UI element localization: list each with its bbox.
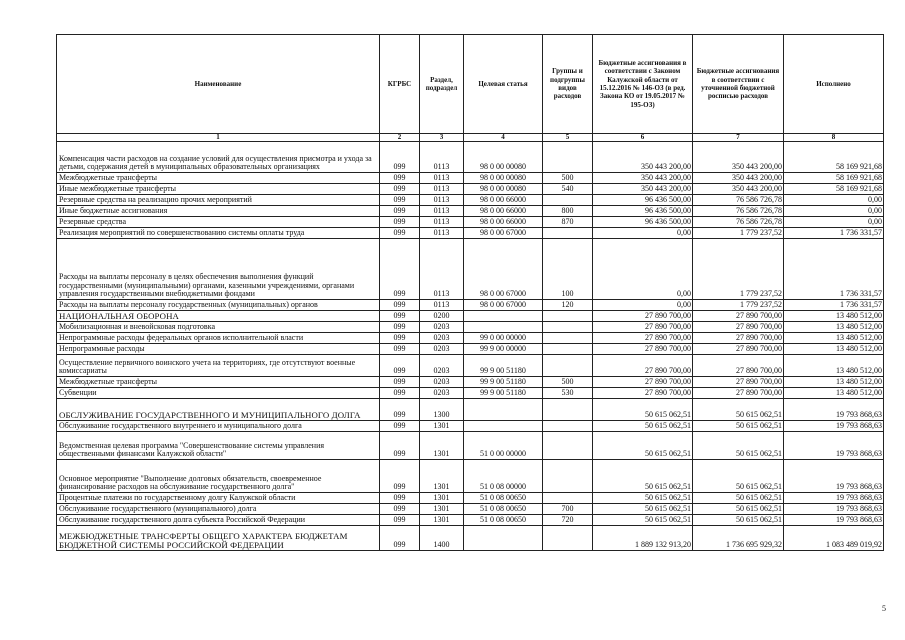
row-executed: 19 793 868,63 [784, 432, 884, 460]
row-name: МЕЖБЮДЖЕТНЫЕ ТРАНСФЕРТЫ ОБЩЕГО ХАРАКТЕРА БЮДЖЕТАМ БЮДЖЕТНОЙ СИСТЕМЫ РОССИЙСКОЙ ФЕДЕРАЦИИ [57, 526, 380, 551]
row-budget-refined: 27 890 700,00 [693, 333, 784, 344]
row-executed: 1 736 331,57 [784, 239, 884, 300]
table-row [57, 493, 884, 504]
table-row [57, 173, 884, 184]
row-name: Непрограммные расходы федеральных органов исполнительной власти [57, 333, 380, 344]
row-kgrbs: 099 [380, 173, 420, 184]
row-kgrbs: 099 [380, 377, 420, 388]
row-budget-law: 50 615 062,51 [593, 493, 693, 504]
col-header-name: Наименование [57, 35, 380, 134]
row-executed: 13 480 512,00 [784, 333, 884, 344]
row-kgrbs: 099 [380, 206, 420, 217]
row-name: Межбюджетные трансферты [57, 173, 380, 184]
row-section: 0203 [420, 333, 464, 344]
row-target: 98 0 00 66000 [464, 195, 543, 206]
row-budget-law: 350 443 200,00 [593, 173, 693, 184]
row-name: Процентные платежи по государственному долгу Калужской области [57, 493, 380, 504]
row-name: Ведомственная целевая программа "Совершенствование системы управления общественными финансами Калужской области" [57, 432, 380, 460]
row-budget-refined: 350 443 200,00 [693, 184, 784, 195]
row-budget-refined: 27 890 700,00 [693, 388, 784, 399]
row-target: 51 0 08 00000 [464, 460, 543, 493]
row-budget-law: 350 443 200,00 [593, 142, 693, 173]
row-kgrbs: 099 [380, 300, 420, 311]
row-target [464, 399, 543, 421]
table-row [57, 515, 884, 526]
row-group [543, 322, 593, 333]
row-executed: 0,00 [784, 206, 884, 217]
table-row [57, 355, 884, 377]
table-row [57, 300, 884, 311]
row-budget-refined: 50 615 062,51 [693, 399, 784, 421]
row-budget-refined: 27 890 700,00 [693, 377, 784, 388]
row-group [543, 344, 593, 355]
column-number: 2 [380, 134, 420, 142]
row-name: НАЦИОНАЛЬНАЯ ОБОРОНА [57, 311, 380, 322]
row-target: 98 0 00 00080 [464, 184, 543, 195]
row-executed: 0,00 [784, 217, 884, 228]
row-budget-refined: 27 890 700,00 [693, 322, 784, 333]
row-budget-law: 96 436 500,00 [593, 195, 693, 206]
table-row [57, 206, 884, 217]
row-section: 0203 [420, 377, 464, 388]
table-row [57, 526, 884, 551]
row-budget-law: 96 436 500,00 [593, 217, 693, 228]
row-section: 0203 [420, 322, 464, 333]
row-section: 0113 [420, 300, 464, 311]
row-section: 0113 [420, 206, 464, 217]
row-group: 720 [543, 515, 593, 526]
row-section: 0113 [420, 142, 464, 173]
col-header-target: Целевая статья [464, 35, 543, 134]
row-budget-refined: 1 779 237,52 [693, 228, 784, 239]
column-number: 1 [57, 134, 380, 142]
row-group: 500 [543, 377, 593, 388]
row-name: Резервные средства [57, 217, 380, 228]
row-kgrbs: 099 [380, 142, 420, 173]
row-budget-law: 50 615 062,51 [593, 432, 693, 460]
row-kgrbs: 099 [380, 239, 420, 300]
row-kgrbs: 099 [380, 355, 420, 377]
col-header-budget-law: Бюджетные ассигнования в соответствии с Законом Калужской области от 15.12.2016 № 146-ОЗ (в ред. Закона КО от 19.05.2017 № 195-ОЗ) [593, 35, 693, 134]
row-group [543, 493, 593, 504]
row-group [543, 311, 593, 322]
row-executed: 13 480 512,00 [784, 322, 884, 333]
table-row [57, 239, 884, 300]
row-executed: 13 480 512,00 [784, 388, 884, 399]
row-executed: 0,00 [784, 195, 884, 206]
row-budget-refined: 350 443 200,00 [693, 173, 784, 184]
row-name: Мобилизационная и вневойсковая подготовка [57, 322, 380, 333]
row-budget-law: 27 890 700,00 [593, 322, 693, 333]
row-section: 0113 [420, 228, 464, 239]
table-row [57, 228, 884, 239]
row-name: Расходы на выплаты персоналу государственных (муниципальных) органов [57, 300, 380, 311]
col-header-budget-refined: Бюджетные ассигнования в соответствии с уточненной бюджетной росписью расходов [693, 35, 784, 134]
row-executed: 58 169 921,68 [784, 173, 884, 184]
col-header-executed: Исполнено [784, 35, 884, 134]
col-header-kgrbs: КГРБС [380, 35, 420, 134]
row-name: Субвенции [57, 388, 380, 399]
row-section: 0203 [420, 355, 464, 377]
row-executed: 19 793 868,63 [784, 493, 884, 504]
row-group [543, 355, 593, 377]
row-group [543, 195, 593, 206]
row-target: 99 0 00 00000 [464, 333, 543, 344]
column-number-row [57, 134, 884, 142]
column-number: 6 [593, 134, 693, 142]
row-budget-law: 1 889 132 913,20 [593, 526, 693, 551]
row-section: 1301 [420, 504, 464, 515]
row-section: 0113 [420, 239, 464, 300]
row-group [543, 432, 593, 460]
row-executed: 1 736 331,57 [784, 300, 884, 311]
table-row [57, 344, 884, 355]
budget-report-sheet [56, 34, 883, 551]
row-kgrbs: 099 [380, 432, 420, 460]
row-target: 98 0 00 67000 [464, 228, 543, 239]
row-group: 540 [543, 184, 593, 195]
row-name: Обслуживание государственного внутреннего и муниципального долга [57, 421, 380, 432]
row-target: 99 9 00 51180 [464, 388, 543, 399]
table-row [57, 388, 884, 399]
row-target: 99 9 00 51180 [464, 355, 543, 377]
row-section: 0203 [420, 344, 464, 355]
row-budget-refined: 50 615 062,51 [693, 515, 784, 526]
row-kgrbs: 099 [380, 515, 420, 526]
row-executed: 13 480 512,00 [784, 311, 884, 322]
row-budget-law: 50 615 062,51 [593, 421, 693, 432]
row-budget-refined: 350 443 200,00 [693, 142, 784, 173]
row-group [543, 460, 593, 493]
row-name: Реализация мероприятий по совершенствованию системы оплаты труда [57, 228, 380, 239]
row-budget-refined: 50 615 062,51 [693, 432, 784, 460]
row-kgrbs: 099 [380, 228, 420, 239]
row-name: Иные межбюджетные трансферты [57, 184, 380, 195]
row-group [543, 228, 593, 239]
row-target [464, 322, 543, 333]
row-budget-law: 96 436 500,00 [593, 206, 693, 217]
row-budget-law: 0,00 [593, 300, 693, 311]
table-row [57, 322, 884, 333]
row-kgrbs: 099 [380, 195, 420, 206]
row-target: 99 9 00 51180 [464, 377, 543, 388]
row-target: 98 0 00 66000 [464, 217, 543, 228]
row-executed: 13 480 512,00 [784, 344, 884, 355]
row-kgrbs: 099 [380, 344, 420, 355]
row-target: 98 0 00 00080 [464, 142, 543, 173]
row-name: Обслуживание государственного долга субъекта Российской Федерации [57, 515, 380, 526]
row-kgrbs: 099 [380, 399, 420, 421]
row-section: 1301 [420, 493, 464, 504]
table-body [57, 134, 884, 551]
row-target: 51 0 08 00650 [464, 493, 543, 504]
row-section: 1300 [420, 399, 464, 421]
row-budget-law: 50 615 062,51 [593, 460, 693, 493]
row-section: 0113 [420, 217, 464, 228]
row-group [543, 526, 593, 551]
table-row [57, 142, 884, 173]
row-budget-law: 0,00 [593, 239, 693, 300]
row-target: 99 9 00 00000 [464, 344, 543, 355]
row-kgrbs: 099 [380, 460, 420, 493]
row-budget-law: 27 890 700,00 [593, 388, 693, 399]
row-group [543, 142, 593, 173]
row-name: Иные бюджетные ассигнования [57, 206, 380, 217]
row-budget-refined: 76 586 726,78 [693, 195, 784, 206]
row-group [543, 399, 593, 421]
column-number: 4 [464, 134, 543, 142]
row-budget-refined: 1 779 237,52 [693, 239, 784, 300]
row-kgrbs: 099 [380, 388, 420, 399]
row-group: 700 [543, 504, 593, 515]
row-budget-law: 50 615 062,51 [593, 515, 693, 526]
row-section: 0203 [420, 388, 464, 399]
col-header-groups: Группы и подгруппы видов расходов [543, 35, 593, 134]
row-section: 1400 [420, 526, 464, 551]
row-budget-law: 27 890 700,00 [593, 377, 693, 388]
row-budget-refined: 50 615 062,51 [693, 504, 784, 515]
row-kgrbs: 099 [380, 184, 420, 195]
row-budget-refined: 27 890 700,00 [693, 311, 784, 322]
row-budget-law: 27 890 700,00 [593, 344, 693, 355]
table-row [57, 504, 884, 515]
column-number: 7 [693, 134, 784, 142]
row-budget-refined: 76 586 726,78 [693, 206, 784, 217]
row-group: 500 [543, 173, 593, 184]
row-kgrbs: 099 [380, 421, 420, 432]
table-row [57, 311, 884, 322]
row-target: 98 0 00 00080 [464, 173, 543, 184]
row-target: 98 0 00 66000 [464, 206, 543, 217]
column-number: 3 [420, 134, 464, 142]
table-row [57, 421, 884, 432]
row-executed: 13 480 512,00 [784, 355, 884, 377]
row-name: Основное мероприятие "Выполнение долговых обязательств, своевременное финансирование расходов на обслуживание государственного долга" [57, 460, 380, 493]
row-budget-law: 50 615 062,51 [593, 504, 693, 515]
row-executed: 19 793 868,63 [784, 399, 884, 421]
row-target [464, 421, 543, 432]
row-name: ОБСЛУЖИВАНИЕ ГОСУДАРСТВЕННОГО И МУНИЦИПАЛЬНОГО ДОЛГА [57, 399, 380, 421]
column-number: 5 [543, 134, 593, 142]
row-budget-law: 0,00 [593, 228, 693, 239]
row-kgrbs: 099 [380, 322, 420, 333]
row-group: 120 [543, 300, 593, 311]
row-budget-law: 27 890 700,00 [593, 355, 693, 377]
row-executed: 19 793 868,63 [784, 504, 884, 515]
row-executed: 19 793 868,63 [784, 515, 884, 526]
row-budget-law: 350 443 200,00 [593, 184, 693, 195]
row-target: 98 0 00 67000 [464, 300, 543, 311]
row-executed: 58 169 921,68 [784, 142, 884, 173]
row-name: Компенсация части расходов на создание условий для осуществления присмотра и ухода за детьми, содержания детей в муниципальных образовательных организациях [57, 142, 380, 173]
budget-table [56, 34, 884, 551]
row-group [543, 421, 593, 432]
row-kgrbs: 099 [380, 217, 420, 228]
row-executed: 1 736 331,57 [784, 228, 884, 239]
table-row [57, 432, 884, 460]
row-executed: 19 793 868,63 [784, 460, 884, 493]
table-row [57, 333, 884, 344]
column-number: 8 [784, 134, 884, 142]
row-name: Расходы на выплаты персоналу в целях обеспечения выполнения функций государственными (муниципальными) органами, казенными учреждениями, органами управления государственными внебюджетными фондами [57, 239, 380, 300]
row-group: 870 [543, 217, 593, 228]
row-section: 1301 [420, 460, 464, 493]
row-executed: 58 169 921,68 [784, 184, 884, 195]
row-budget-law: 50 615 062,51 [593, 399, 693, 421]
table-row [57, 460, 884, 493]
table-row [57, 184, 884, 195]
row-section: 0113 [420, 195, 464, 206]
row-name: Осуществление первичного воинского учета на территориях, где отсутствуют военные комиссариаты [57, 355, 380, 377]
row-kgrbs: 099 [380, 504, 420, 515]
row-kgrbs: 099 [380, 333, 420, 344]
row-section: 0200 [420, 311, 464, 322]
row-section: 0113 [420, 173, 464, 184]
row-target [464, 311, 543, 322]
row-budget-refined: 76 586 726,78 [693, 217, 784, 228]
col-header-section: Раздел, подраздел [420, 35, 464, 134]
row-budget-refined: 50 615 062,51 [693, 421, 784, 432]
row-budget-refined: 27 890 700,00 [693, 355, 784, 377]
table-row [57, 399, 884, 421]
row-group: 800 [543, 206, 593, 217]
row-executed: 13 480 512,00 [784, 377, 884, 388]
page-number: 5 [882, 604, 886, 613]
row-budget-refined: 1 779 237,52 [693, 300, 784, 311]
row-name: Непрограммные расходы [57, 344, 380, 355]
row-target: 98 0 00 67000 [464, 239, 543, 300]
row-name: Резервные средства на реализацию прочих мероприятий [57, 195, 380, 206]
row-budget-refined: 50 615 062,51 [693, 493, 784, 504]
row-kgrbs: 099 [380, 526, 420, 551]
row-target: 51 0 00 00000 [464, 432, 543, 460]
row-section: 1301 [420, 515, 464, 526]
row-target [464, 526, 543, 551]
row-name: Обслуживание государственного (муниципального) долга [57, 504, 380, 515]
row-section: 0113 [420, 184, 464, 195]
table-row [57, 217, 884, 228]
row-target: 51 0 08 00650 [464, 504, 543, 515]
row-executed: 1 083 489 019,92 [784, 526, 884, 551]
row-executed: 19 793 868,63 [784, 421, 884, 432]
row-group [543, 333, 593, 344]
row-group: 100 [543, 239, 593, 300]
row-budget-law: 27 890 700,00 [593, 333, 693, 344]
row-target: 51 0 08 00650 [464, 515, 543, 526]
table-row [57, 195, 884, 206]
row-section: 1301 [420, 432, 464, 460]
row-name: Межбюджетные трансферты [57, 377, 380, 388]
table-header-row [57, 35, 884, 134]
row-budget-law: 27 890 700,00 [593, 311, 693, 322]
row-budget-refined: 27 890 700,00 [693, 344, 784, 355]
row-budget-refined: 50 615 062,51 [693, 460, 784, 493]
table-row [57, 377, 884, 388]
row-kgrbs: 099 [380, 311, 420, 322]
row-kgrbs: 099 [380, 493, 420, 504]
row-budget-refined: 1 736 695 929,32 [693, 526, 784, 551]
row-section: 1301 [420, 421, 464, 432]
row-group: 530 [543, 388, 593, 399]
